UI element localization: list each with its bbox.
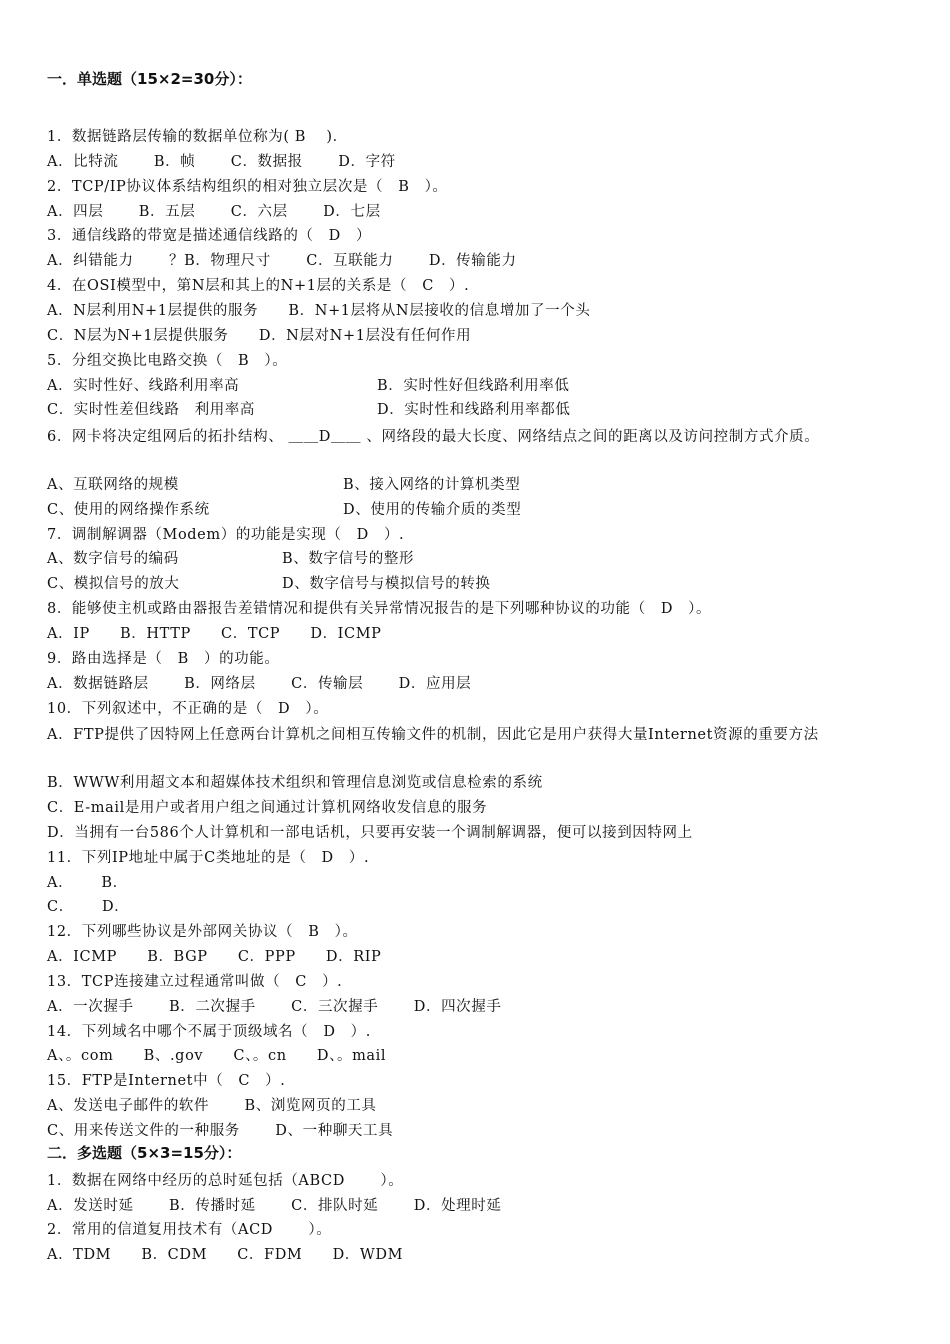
question-line: 10．下列叙述中，不正确的是（ D ）。 <box>47 700 329 717</box>
question-line: 7．调制解调器（Modem）的功能是实现（ D ）. <box>47 526 405 543</box>
question-line: 9．路由选择是（ B ）的功能。 <box>47 650 280 667</box>
question-line: 11．下列IP地址中属于C类地址的是（ D ）. <box>47 849 370 866</box>
option-text: A、互联网络的规模 <box>47 476 179 493</box>
question-line: 1．数据在网络中经历的总时延包括（ABCD ）。 <box>47 1172 404 1189</box>
option-text: A、数字信号的编码 <box>47 551 179 568</box>
question-line: C、用来传送文件的一种服务 D、一种聊天工具 <box>47 1123 394 1139</box>
question-line: A．IP B．HTTP C．TCP D．ICMP <box>47 626 382 642</box>
option-row <box>47 500 907 520</box>
question-line: 4．在OSI模型中，第N层和其上的N+1层的关系是（ C ）. <box>47 278 470 295</box>
question-line: A．ICMP B．BGP C．PPP D．RIP <box>47 949 382 966</box>
question-line: C．E-mail是用户或者用户组之间通过计算机网络收发信息的服务 <box>47 799 488 816</box>
option-text: C．实时性差但线路 利用率高 <box>47 402 255 419</box>
option-text: A．实时性好、线路利用率高 <box>47 377 240 394</box>
question-line: A． B． <box>47 874 128 891</box>
question-line: A．一次握手 B．二次握手 C．三次握手 D．四次握手 <box>47 998 502 1015</box>
option-text: C、使用的网络操作系统 <box>47 501 210 518</box>
question-line: 15．FTP是Internet中（ C ）. <box>47 1073 286 1090</box>
question-line: A．发送时延 B．传播时延 C．排队时延 D．处理时延 <box>47 1197 502 1214</box>
option-text: B．实时性好但线路利用率低 <box>377 377 570 394</box>
question-line: 14．下列域名中哪个不属于顶级域名（ D ）. <box>47 1023 371 1040</box>
section-title-single-choice: 一．单选题（15×2=30分）： <box>47 70 252 88</box>
option-row <box>47 549 907 569</box>
question-line: 8．能够使主机或路由器报告差错情况和提供有关异常情况报告的是下列哪种协议的功能（ D ）。 <box>47 601 712 618</box>
option-row <box>47 376 907 396</box>
question-line: A．TDM B．CDM C．FDM D．WDM <box>47 1247 404 1264</box>
question-line: A．比特流 B．帧 C．数据报 D．字符 <box>47 153 396 170</box>
question-line: A．纠错能力 ？B．物理尺寸 C．互联能力 D．传输能力 <box>47 253 517 270</box>
question-line: 3．通信线路的带宽是描述通信线路的（ D ） <box>47 228 372 245</box>
question-line: A、发送电子邮件的软件 B、浏览网页的工具 <box>47 1098 377 1115</box>
option-row <box>47 475 907 495</box>
question-line: 2．TCP/IP协议体系结构组织的相对独立层次是（ B ）。 <box>47 178 448 195</box>
option-text: D、数字信号与模拟信号的转换 <box>282 576 491 593</box>
option-text: C、模拟信号的放大 <box>47 576 180 593</box>
exam-page <box>47 0 917 1344</box>
question-line: 12．下列哪些协议是外部网关协议（ B ）。 <box>47 924 358 941</box>
question-line: A、。com B、.gov C、。cn D、。mail <box>47 1048 387 1065</box>
question-line: A．FTP提供了因特网上任意两台计算机之间相互传输文件的机制，因此它是用户获得大量Internet资源的重要方法 <box>47 727 819 744</box>
question-line: A．数据链路层 B．网络层 C．传输层 D．应用层 <box>47 675 472 692</box>
option-text: D、使用的传输介质的类型 <box>343 501 522 518</box>
option-row <box>47 400 907 420</box>
question-line: A．N层利用N+1层提供的服务 B．N+1层将从N层接收的信息增加了一个头 <box>47 302 591 319</box>
question-line: D．当拥有一台586个人计算机和一部电话机，只要再安装一个调制解调器，便可以接到因特网上 <box>47 824 693 841</box>
question-line: 2．常用的信道复用技术有（ACD ）。 <box>47 1222 332 1239</box>
question-line: C． D． <box>47 899 130 916</box>
question-line: C．N层为N+1层提供服务 D．N层对N+1层没有任何作用 <box>47 327 472 344</box>
question-line: 6．网卡将决定组网后的拓扑结构、 ＿＿D＿＿ 、网络段的最大长度、网络结点之间的距离以及访问控制方式介质。 <box>47 429 820 446</box>
option-text: B、数字信号的整形 <box>282 551 415 568</box>
question-line: A．四层 B．五层 C．六层 D．七层 <box>47 203 381 220</box>
option-text: D．实时性和线路利用率都低 <box>377 402 571 419</box>
question-line: 13．TCP连接建立过程通常叫做（ C ）. <box>47 973 343 990</box>
option-text: B、接入网络的计算机类型 <box>343 476 521 493</box>
section-title-multi-choice: 二．多选题（5×3=15分）： <box>47 1143 242 1162</box>
question-line: 1．数据链路层传输的数据单位称为( B )． <box>47 129 348 145</box>
question-line: 5．分组交换比电路交换（ B ）。 <box>47 352 288 369</box>
question-line: B．WWW利用超文本和超媒体技术组织和管理信息浏览或信息检索的系统 <box>47 775 543 792</box>
option-row <box>47 574 907 594</box>
